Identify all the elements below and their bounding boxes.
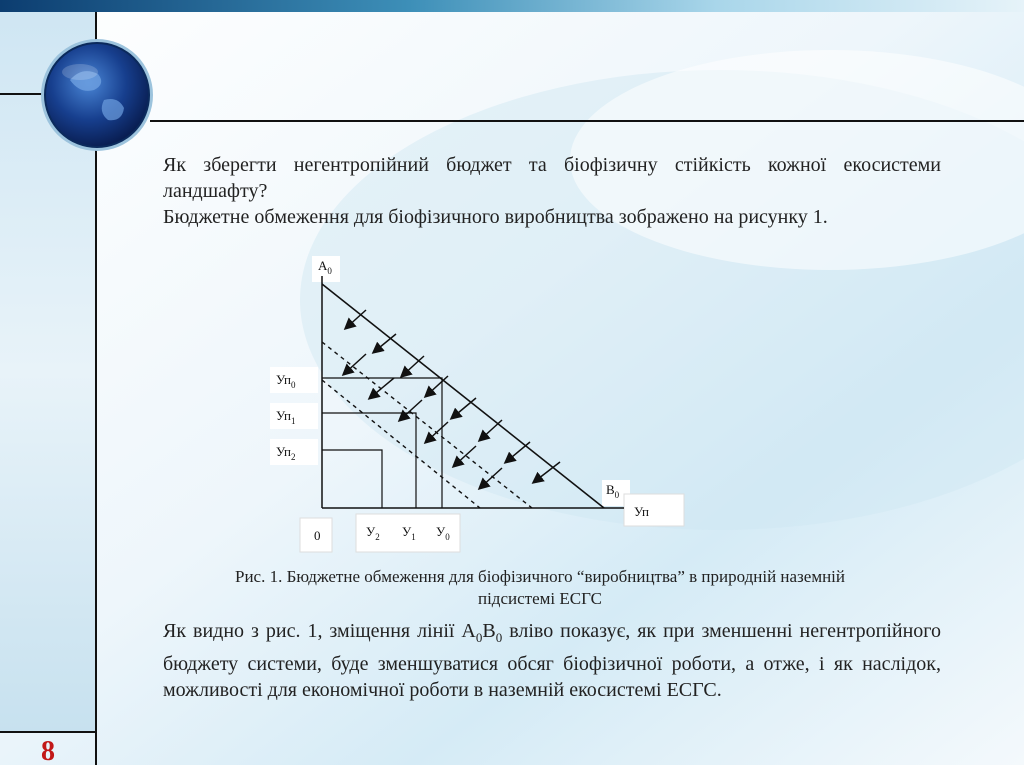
globe-icon	[41, 39, 153, 151]
projection-2	[322, 450, 382, 508]
label-origin: 0	[314, 528, 321, 543]
label-a0: $A_0$	[318, 258, 332, 276]
tick-y2: $У_2$	[366, 524, 380, 542]
page-number: 8	[41, 736, 55, 767]
shift-arrows	[344, 310, 560, 488]
shifted-line-2	[322, 380, 480, 508]
label-b0: $B_0$	[606, 482, 620, 500]
tick-y1: $У_1$	[402, 524, 416, 542]
tick-yp2: $Уп_2$	[276, 444, 296, 462]
projection-1	[322, 413, 416, 508]
label-x-axis: Уп	[634, 504, 650, 519]
tick-yp1: $Уп_1$	[276, 408, 296, 426]
budget-line-a0b0	[322, 284, 604, 508]
budget-constraint-diagram	[262, 250, 702, 560]
figure-caption-line2: підсистемі ЕСГС	[477, 589, 603, 608]
tick-yp0: $Уп_0$	[276, 372, 296, 390]
conclusion-paragraph: Як видно з рис. 1, зміщення лінії $A_0B_0$ вліво показує, як при зменшенні негентропійного бюджету системи, буде зменшуватися обсяг біофізичної роботи, а отже, і як наслідок, можливості для економічної роботи в наземній екосистемі ЕСГС.	[163, 620, 941, 701]
tick-y0: $У_0$	[436, 524, 450, 542]
intro-paragraph: Бюджетне обмеження для біофізичного виробництва зображено на рисунку 1.	[163, 206, 828, 228]
figure-caption-line1: Рис. 1. Бюджетне обмеження для біофізичного “виробництва” в природній наземній	[235, 567, 845, 586]
question-paragraph: Як зберегти негентропійний бюджет та біофізичну стійкість кожної екосистеми ландшафту?	[163, 154, 941, 202]
